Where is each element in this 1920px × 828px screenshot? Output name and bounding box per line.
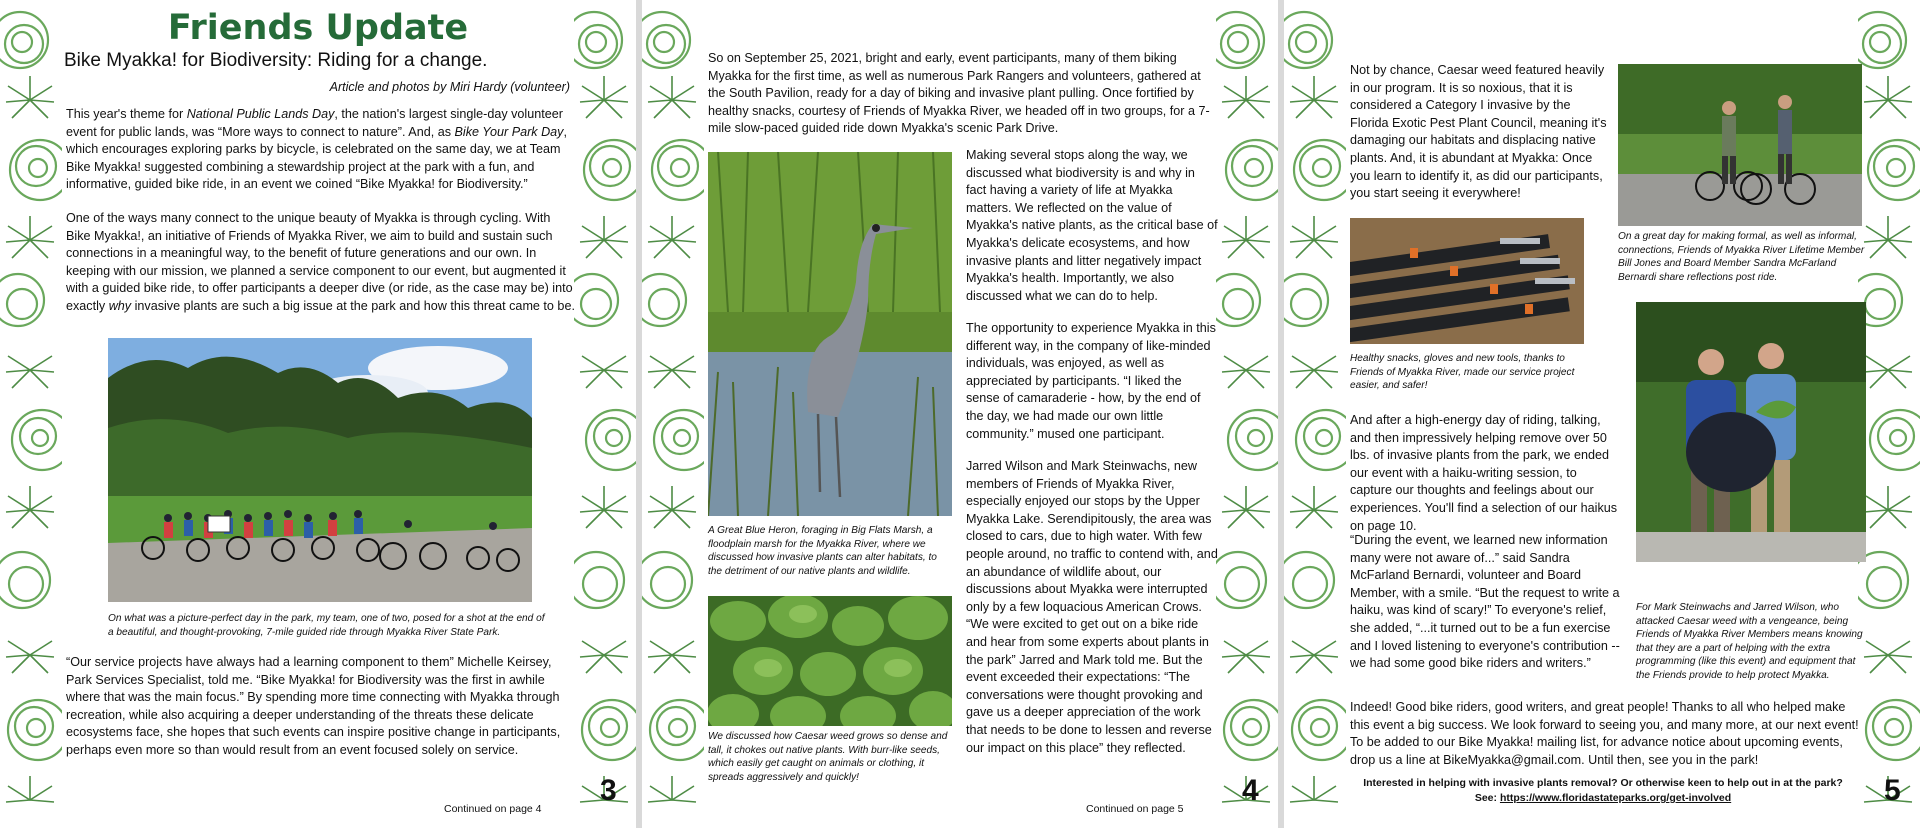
tools-photo bbox=[1350, 218, 1584, 344]
continued-note: Continued on page 5 bbox=[1086, 803, 1184, 815]
photo-caption: Healthy snacks, gloves and new tools, thanks to Friends of Myakka River, made our service project easier, and safer! bbox=[1350, 353, 1575, 391]
paragraph: “During the event, we learned new information many were not aware of...” said Sandra McFarland Bernardi, volunteer and Board Member, with a smile. “But the request to write a haiku, was kind of scary!” To everyone's relief, she added, “...it turned out to be a fun exercise and I loved listening to everyone's contribution -- we had some good bike riders and writers.” bbox=[1350, 533, 1620, 671]
paragraph: And after a high-energy day of riding, talking, and then impressively helping remove over 50 lbs. of invasive plants from the park, we ended our event with a haiku-writing session, to capture our thoughts and feelings about our experiences. You'll find a selection of our haikus on page 10. bbox=[1350, 413, 1618, 533]
paragraph: The opportunity to experience Myakka in this different way, in the company of like-minded individuals, was enjoyed, as well as appreciated by participants. “I liked the sense of camaraderie - how, by the end of the day, we had made our own little community.” mused one participant. bbox=[966, 321, 1216, 441]
leaf-border-decoration bbox=[1216, 0, 1278, 828]
leaf-border-decoration bbox=[574, 0, 636, 828]
paragraph: One of the ways many connect to the unique beauty of Myakka is through cycling. With Bike Myakka!, an initiative of Friends of Myakka River, we aim to build and sustain such connections in a meaningful way, to the benefit of future generations and our own. In keeping with our mission, we planned a service component to our event, but augmented it with a guided bike ride, to offer participants a deeper dive (or ride, as the case may be) into exactly why invasive plants are such a big issue at the park and how this threat came to be. bbox=[66, 211, 575, 313]
paragraph: Not by chance, Caesar weed featured heavily in our program. It is so noxious, that it is considered a Category I invasive by the Florida Exotic Pest Plant Council, meaning it's damaging our habitats and displacing native plants. And, it is abundant at Myakka: Once you learn to identify it, as did our participants, you start seeing it everywhere! bbox=[1350, 63, 1607, 201]
paragraph: This year's theme for National Public Lands Day, the nation's largest single-day volunteer event for public lands, was “More ways to connect to nature”. And, as Bike Your Park Day, which encourages exploring parks by bicycle, is celebrated on the same day, we at Team Bike Myakka! suggested combining a stewardship project at the park with a fun, and informative, guided bike ride, in an event we coined “Bike Myakka! for Biodiversity.” bbox=[66, 107, 567, 192]
photo-caption: We discussed how Caesar weed grows so dense and tall, it chokes out native plants. With burr-like seeds, which easily get caught on animals or clothing, it spreads aggressively and quickly! bbox=[708, 731, 948, 783]
get-involved-link[interactable]: https://www.floridastateparks.org/get-involved bbox=[1499, 792, 1732, 804]
article-byline: Article and photos by Miri Hardy (volunteer) bbox=[329, 80, 570, 94]
leaf-border-decoration bbox=[0, 0, 62, 828]
leaf-border-decoration bbox=[642, 0, 704, 828]
page-number: 3 bbox=[600, 774, 617, 807]
photo-caption: On a great day for making formal, as well as informal, connections, Friends of Myakka River Lifetime Member Bill Jones and Board Member Sandra McFarland Bernardi share reflections post ride. bbox=[1618, 231, 1865, 283]
photo-caption: A Great Blue Heron, foraging in Big Flats Marsh, a floodplain marsh for the Myakka River, where we discussed how invasive plants can alter habitats, to the detriment of our native plants and wildlife. bbox=[708, 525, 937, 577]
page-number: 5 bbox=[1884, 774, 1901, 807]
page-3 bbox=[0, 0, 636, 828]
heron-photo bbox=[708, 152, 952, 516]
caesar-weed-photo bbox=[708, 596, 952, 726]
continued-note: Continued on page 4 bbox=[444, 803, 542, 815]
page-5 bbox=[1284, 0, 1920, 828]
article-subtitle: Bike Myakka! for Biodiversity: Riding for a change. bbox=[64, 50, 488, 71]
paragraph: Jarred Wilson and Mark Steinwachs, new members of Friends of Myakka River, especially enjoyed our stops by the Upper Myakka Lake. Serendipitously, the area was closed to cars, due to high water. With few people around, no traffic to contend with, and an abundance of wildlife about, our discussions about Myakka were interrupted only by a few loquacious American Crows. “We were excited to get out on a bike ride and hear from some experts about plants in the park” Jarred and Mark told me. But the event exceeded their expectations: “The conversations were thought provoking and gave us a deeper appreciation of the work that needs to be done to lessen and reverse our impact on this place” they reflected. bbox=[966, 459, 1218, 755]
photo-caption: For Mark Steinwachs and Jarred Wilson, who attacked Caesar weed with a vengeance, being Friends of Myakka River Members means knowing that they are a part of helping with the extra programming (like this event) and equipment that the Friends provide to help protect Myakka. bbox=[1636, 602, 1863, 681]
bikers-photo bbox=[1618, 64, 1862, 226]
page-number: 4 bbox=[1242, 774, 1259, 807]
group-photo bbox=[108, 338, 532, 602]
page-4 bbox=[642, 0, 1278, 828]
leaf-border-decoration bbox=[1858, 0, 1920, 828]
leaf-border-decoration bbox=[1284, 0, 1346, 828]
paragraph: “Our service projects have always had a learning component to them” Michelle Keirsey, Park Services Specialist, told me. “Bike Myakka! for Biodiversity was the first in awhile where that was the main focus.” By spending more time connecting with Myakka through recreation, while also acquiring a deeper understanding of the threats these delicate ecosystems face, she hopes that such events can inspire positive change in participants, perhaps even more so than would result from an event focused solely on service. bbox=[66, 655, 561, 757]
footer-note: Interested in helping with invasive plants removal? Or otherwise keen to help out in at the park? See: https://www.floridastateparks.org/get-involved bbox=[1363, 777, 1843, 804]
page-title: Friends Update bbox=[167, 8, 469, 48]
volunteers-photo bbox=[1636, 302, 1866, 562]
paragraph: Making several stops along the way, we discussed what biodiversity is and why in fact having a variety of life at Myakka matters. We reflected on the value of Myakka's native plants, as the critical base of Myakka's delicate ecosystems, and how invasive plants and litter negatively impact Myakka's health. Importantly, we also discussed what we can do to help. bbox=[966, 148, 1218, 303]
paragraph: Indeed! Good bike riders, good writers, and great people! Thanks to all who helped make this event a big success. We look forward to seeing you, and many more, at our next event! To be added to our Bike Myakka! mailing list, for advance notice about upcoming events, drop us a line at BikeMyakka@gmail.com. Until then, see you in the park! bbox=[1350, 700, 1859, 767]
paragraph: So on September 25, 2021, bright and early, event participants, many of them biking Myakka for the first time, as well as numerous Park Rangers and volunteers, gathered at the South Pavilion, ready for a day of biking and invasive plant pulling. Once fortified by healthy snacks, courtesy of Friends of Myakka River, we headed off in two groups, for a 7-mile slow-paced guided ride down Myakka's scenic Park Drive. bbox=[708, 51, 1210, 136]
photo-caption: On what was a picture-perfect day in the park, my team, one of two, posed for a shot at the end of a beautiful, and thought-provoking, 7-mile guided ride through Myakka River State Park. bbox=[108, 613, 545, 638]
